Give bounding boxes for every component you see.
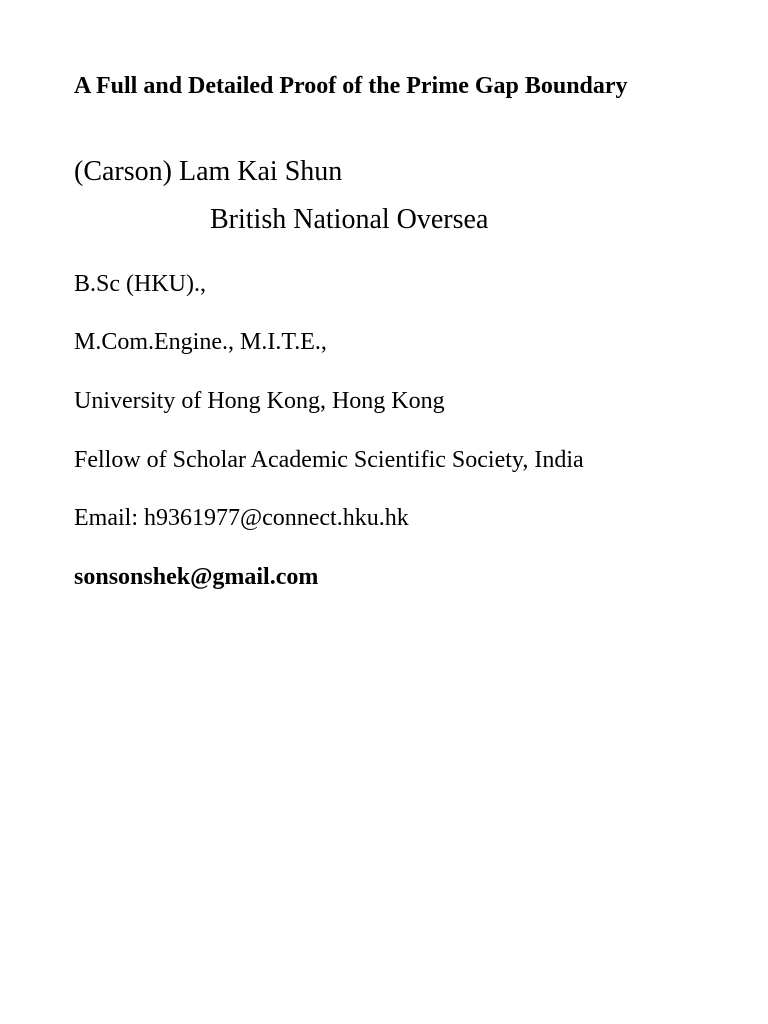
credential-professional: M.Com.Engine., M.I.T.E., bbox=[74, 329, 327, 355]
author-fellowship: Fellow of Scholar Academic Scientific Society, India bbox=[74, 447, 584, 473]
author-affiliation: University of Hong Kong, Hong Kong bbox=[74, 388, 445, 414]
author-email: Email: h9361977@connect.hku.hk bbox=[74, 505, 409, 531]
paper-title: A Full and Detailed Proof of the Prime Gap Boundary bbox=[74, 73, 628, 99]
author-name: (Carson) Lam Kai Shun bbox=[74, 156, 343, 187]
author-nationality: British National Oversea bbox=[210, 204, 489, 235]
author-email-secondary: sonsonshek@gmail.com bbox=[74, 564, 319, 590]
credential-degree: B.Sc (HKU)., bbox=[74, 271, 206, 297]
